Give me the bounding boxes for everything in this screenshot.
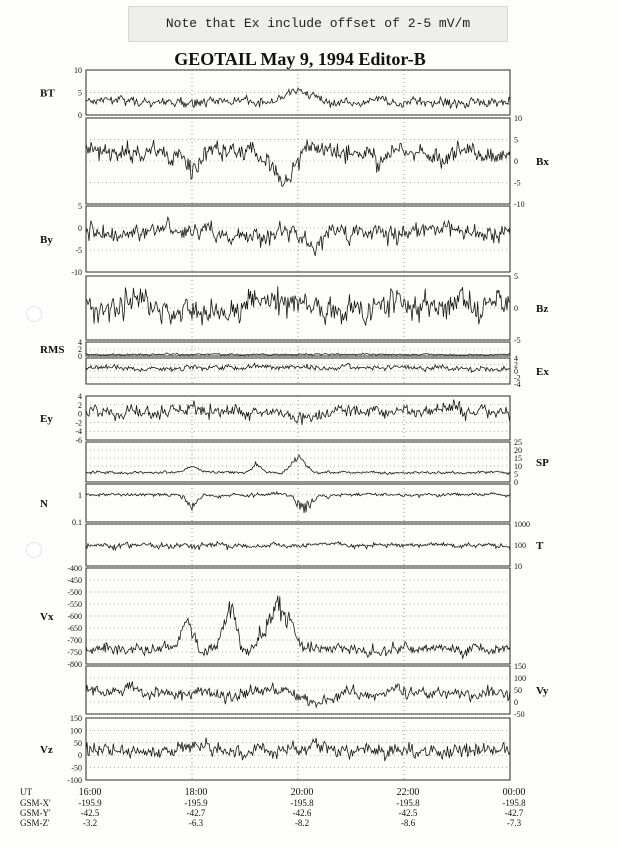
gsm-x-value: -195.9	[78, 798, 102, 808]
tick-label: 0	[78, 751, 82, 761]
time-tick-label: 16:00	[78, 787, 102, 798]
footer-row-label: GSM-Y'	[20, 808, 51, 818]
tick-label: -100	[67, 776, 82, 785]
tick-label: 0	[514, 698, 518, 707]
tick-label: -2	[514, 373, 521, 383]
footer-row-label: GSM-X'	[20, 798, 51, 808]
tick-label: -650	[67, 624, 82, 633]
tick-label: 50	[514, 686, 522, 695]
tick-label: -4	[75, 427, 82, 437]
tick-label: 15	[514, 454, 522, 463]
tick-label: -10	[514, 200, 525, 209]
tick-label: 5	[78, 88, 82, 98]
tick-label: 150	[70, 714, 82, 723]
panel-label-bt: BT	[40, 87, 55, 100]
tick-label: 5	[78, 202, 82, 211]
tick-label: 25	[514, 438, 522, 447]
panel-label-bz: Bz	[536, 303, 549, 315]
time-tick-label: 18:00	[184, 787, 208, 798]
gsm-y-value: -42.7	[186, 808, 206, 818]
gsm-z-value: -8.6	[400, 818, 416, 828]
tick-label: 1	[78, 490, 82, 500]
tick-label: -5	[75, 246, 82, 255]
panel-label-vz: Vz	[40, 744, 53, 756]
gsm-z-value: -8.2	[294, 818, 310, 828]
tick-label: 5	[514, 272, 518, 281]
panel-label-vx: Vx	[40, 611, 54, 623]
gsm-x-value: -195.8	[290, 798, 314, 808]
tick-label: 5	[514, 470, 518, 479]
gsm-y-value: -42.5	[80, 808, 100, 818]
gsm-x-value: -195.9	[184, 798, 208, 808]
tick-label: -50	[514, 710, 525, 719]
tick-label: -750	[67, 648, 82, 657]
tick-label: 4	[78, 392, 82, 401]
tick-label: 2	[78, 400, 82, 410]
tick-label: 0	[78, 111, 82, 120]
tick-label: 0	[514, 157, 518, 166]
offset-note: Note that Ex include offset of 2-5 mV/m	[128, 6, 508, 42]
panel-label-by: By	[40, 234, 53, 246]
tick-label: -5	[514, 336, 521, 345]
tick-label: -5	[514, 178, 521, 188]
gsm-z-value: -3.2	[82, 818, 98, 828]
tick-label: 2	[514, 360, 518, 370]
tick-label: 5	[514, 135, 518, 145]
tick-label: -700	[67, 636, 82, 645]
tick-label: 10	[514, 462, 522, 471]
tick-label: 10	[74, 66, 82, 75]
tick-label: 0	[78, 409, 82, 419]
panel-label-t: T	[536, 540, 544, 552]
time-tick-label: 00:00	[502, 787, 526, 798]
tick-label: 0	[78, 224, 82, 233]
gsm-y-value: -42.7	[504, 808, 524, 818]
tick-label: -4	[514, 380, 521, 389]
tick-label: 0	[514, 478, 518, 487]
panel-label-rms: RMS	[40, 344, 65, 356]
tick-label: 100	[514, 674, 526, 683]
time-tick-label: 20:00	[290, 787, 314, 798]
panel-label-bx: Bx	[536, 156, 549, 168]
footer-row-label: UT	[20, 787, 32, 797]
tick-label: 1000	[514, 520, 530, 529]
series-line-vx	[86, 596, 510, 659]
time-tick-label: 22:00	[396, 787, 420, 798]
tick-label: 2	[78, 345, 82, 354]
tick-label: -800	[67, 660, 82, 669]
gsm-x-value: -195.8	[502, 798, 526, 808]
tick-label: 20	[514, 446, 522, 455]
tick-label: 0	[78, 352, 82, 361]
tick-label: 10	[514, 114, 522, 123]
series-line-vz	[86, 738, 510, 762]
series-line-rms	[86, 353, 510, 355]
tick-label: 4	[514, 354, 518, 363]
tick-label: -550	[67, 600, 82, 609]
panel-label-n: N	[40, 498, 48, 510]
tick-label: 0	[514, 367, 518, 376]
gsm-x-value: -195.8	[396, 798, 420, 808]
panel-label-ex: Ex	[536, 366, 549, 378]
tick-label: 100	[514, 541, 526, 550]
tick-label: -10	[71, 268, 82, 277]
tick-label: -600	[67, 612, 82, 621]
tick-label: -500	[67, 588, 82, 597]
tick-label: 10	[514, 562, 522, 571]
panel-label-sp: SP	[536, 457, 549, 469]
tick-label: 4	[78, 338, 82, 347]
gsm-y-value: -42.6	[292, 808, 312, 818]
tick-label: -2	[75, 418, 82, 428]
gsm-z-value: -7.3	[506, 818, 522, 828]
tick-label: -400	[67, 564, 82, 573]
tick-label: -50	[71, 763, 82, 773]
tick-label: -450	[67, 576, 82, 585]
chart-title: GEOTAIL May 9, 1994 Editor-B	[174, 49, 426, 69]
panel-label-vy: Vy	[536, 685, 549, 697]
gsm-z-value: -6.3	[188, 818, 204, 828]
gsm-y-value: -42.5	[398, 808, 418, 818]
tick-label: 50	[74, 738, 82, 748]
panel-label-ey: Ey	[40, 413, 53, 425]
footer-row-label: GSM-Z'	[20, 818, 50, 828]
tick-label: -6	[75, 436, 82, 445]
tick-label: 150	[514, 662, 526, 671]
tick-label: 0	[514, 304, 518, 313]
tick-label: 0.1	[72, 518, 82, 527]
tick-label: 100	[70, 726, 82, 736]
